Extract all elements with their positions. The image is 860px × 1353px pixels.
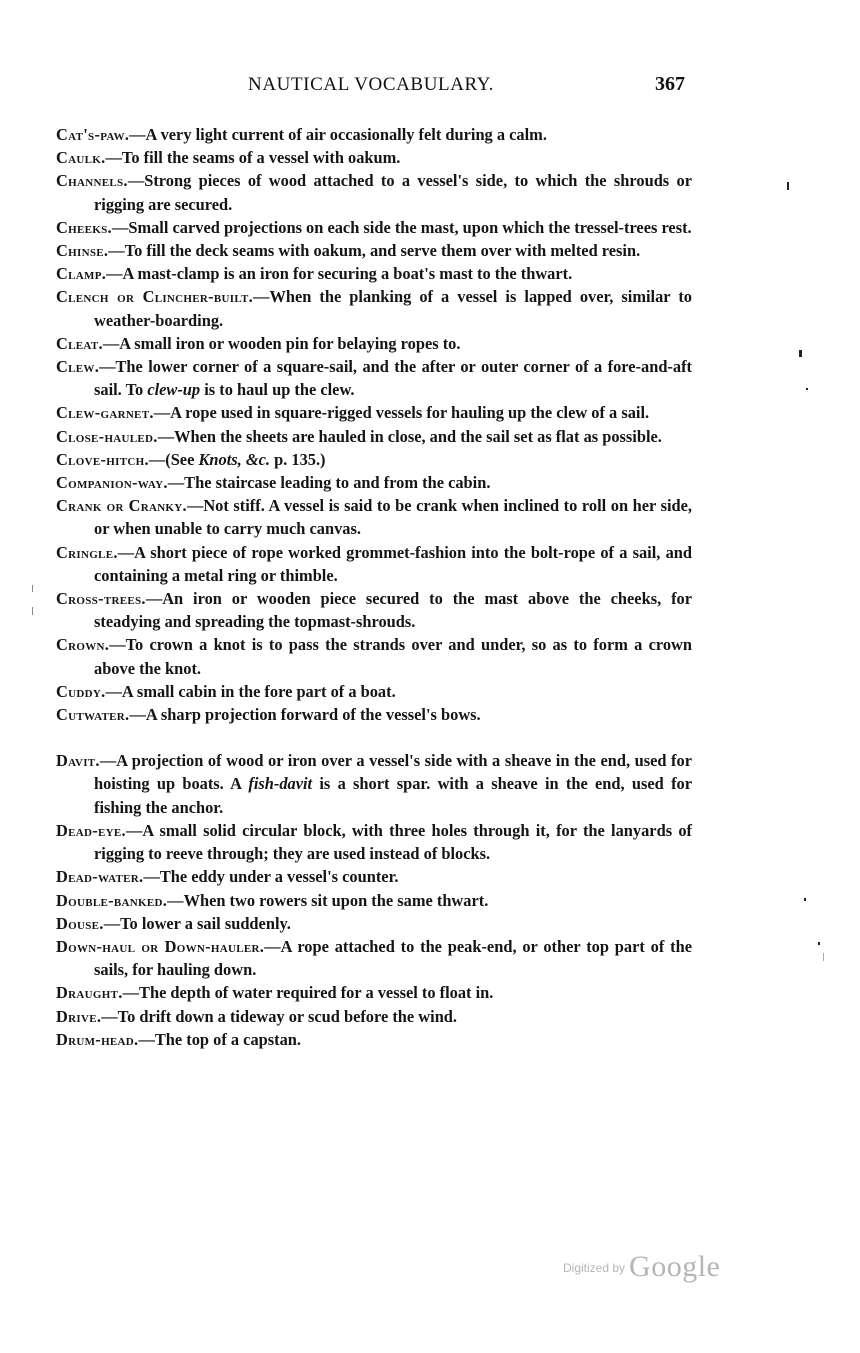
entry-cringle: Cringle.—A short piece of rope worked grommet-fashion into the bolt-rope of a sail, and containing a metal ring or thimble. (56, 542, 692, 585)
entry-cleat: Cleat.—A small iron or wooden pin for belaying ropes to. (56, 333, 461, 353)
scan-speck (799, 350, 802, 357)
entry-davit: Davit.—A projection of wood or iron over a vessel's side with a sheave in the end, used for hoisting up boats. A fish-davit is a short spar. with a sheave in the end, used for fishing the anchor. (56, 751, 692, 817)
scan-speck (32, 607, 33, 615)
entry-clench: Clench or Clincher-built.—When the planking of a vessel is lapped over, similar to weather-boarding. (56, 287, 692, 330)
scan-speck (804, 898, 806, 901)
scan-speck (823, 953, 824, 961)
entry-close-hauled: Close-hauled.—When the sheets are hauled in close, and the sail set as flat as possible. (56, 426, 662, 446)
running-header (0, 74, 860, 100)
google-logo: Google (629, 1250, 721, 1283)
vocabulary-entries (56, 123, 692, 1051)
entry-clove-hitch: Clove-hitch.—(See Knots, &c. p. 135.) (56, 449, 326, 469)
scan-speck (32, 585, 33, 592)
page-number: 367 (655, 73, 685, 95)
entry-douse: Douse.—To lower a sail suddenly. (56, 913, 291, 933)
digitized-by-google-watermark (563, 1250, 720, 1284)
scan-speck (787, 182, 789, 190)
entry-dead-eye: Dead-eye.—A small solid circular block, with three holes through it, for the lanyards of rigging to reeve through; they are used instead of blocks. (56, 820, 692, 864)
entry-crown: Crown.—To crown a knot is to pass the strands over and under, so as to form a crown above the knot. (56, 635, 692, 678)
entry-cats-paw: Cat's-paw.—A very light current of air occasionally felt during a calm. (56, 125, 547, 144)
scan-speck (818, 942, 820, 945)
entry-down-haul: Down-haul or Down-hauler.—A rope attached to the peak-end, or other top part of the sails, for hauling down. (56, 936, 692, 980)
entry-clamp: Clamp.—A mast-clamp is an iron for securing a boat's mast to the thwart. (56, 264, 573, 284)
entry-crank: Crank or Cranky.—Not stiff. A vessel is said to be crank when inclined to roll on her side, or when unable to carry much canvas. (56, 496, 692, 539)
entry-caulk: Caulk.—To fill the seams of a vessel with oakum. (56, 148, 401, 168)
running-title: NAUTICAL VOCABULARY. (248, 74, 495, 95)
scan-speck (806, 388, 808, 390)
watermark-prefix: Digitized by (563, 1261, 626, 1275)
entry-drive: Drive.—To drift down a tideway or scud before the wind. (56, 1006, 458, 1026)
entry-dead-water: Dead-water.—The eddy under a vessel's counter. (56, 867, 399, 887)
entry-cutwater: Cutwater.—A sharp projection forward of the vessel's bows. (56, 705, 481, 725)
entry-channels: Channels.—Strong pieces of wood attached to a vessel's side, to which the shrouds or rigging are secured. (56, 171, 692, 214)
entry-cheeks: Cheeks.—Small carved projections on each side the mast, upon which the tressel-trees rest. (56, 217, 692, 237)
entry-draught: Draught.—The depth of water required for a vessel to float in. (56, 983, 494, 1003)
entry-drum-head: Drum-head.—The top of a capstan. (56, 1029, 302, 1049)
entry-companion-way: Companion-way.—The staircase leading to and from the cabin. (56, 473, 491, 493)
entry-chinse: Chinse.—To fill the deck seams with oakum, and serve them over with melted resin. (56, 241, 641, 261)
entry-clew: Clew.—The lower corner of a square-sail, and the after or outer corner of a fore-and-aft sail. To clew-up is to haul up the clew. (56, 357, 692, 400)
entry-clew-garnet: Clew-garnet.—A rope used in square-rigged vessels for hauling up the clew of a sail. (56, 403, 650, 423)
entry-cross-trees: Cross-trees.—An iron or wooden piece secured to the mast above the cheeks, for steadying and spreading the topmast-shrouds. (56, 589, 692, 632)
entry-double-banked: Double-banked.—When two rowers sit upon the same thwart. (56, 890, 489, 910)
entry-cuddy: Cuddy.—A small cabin in the fore part of a boat. (56, 681, 396, 701)
